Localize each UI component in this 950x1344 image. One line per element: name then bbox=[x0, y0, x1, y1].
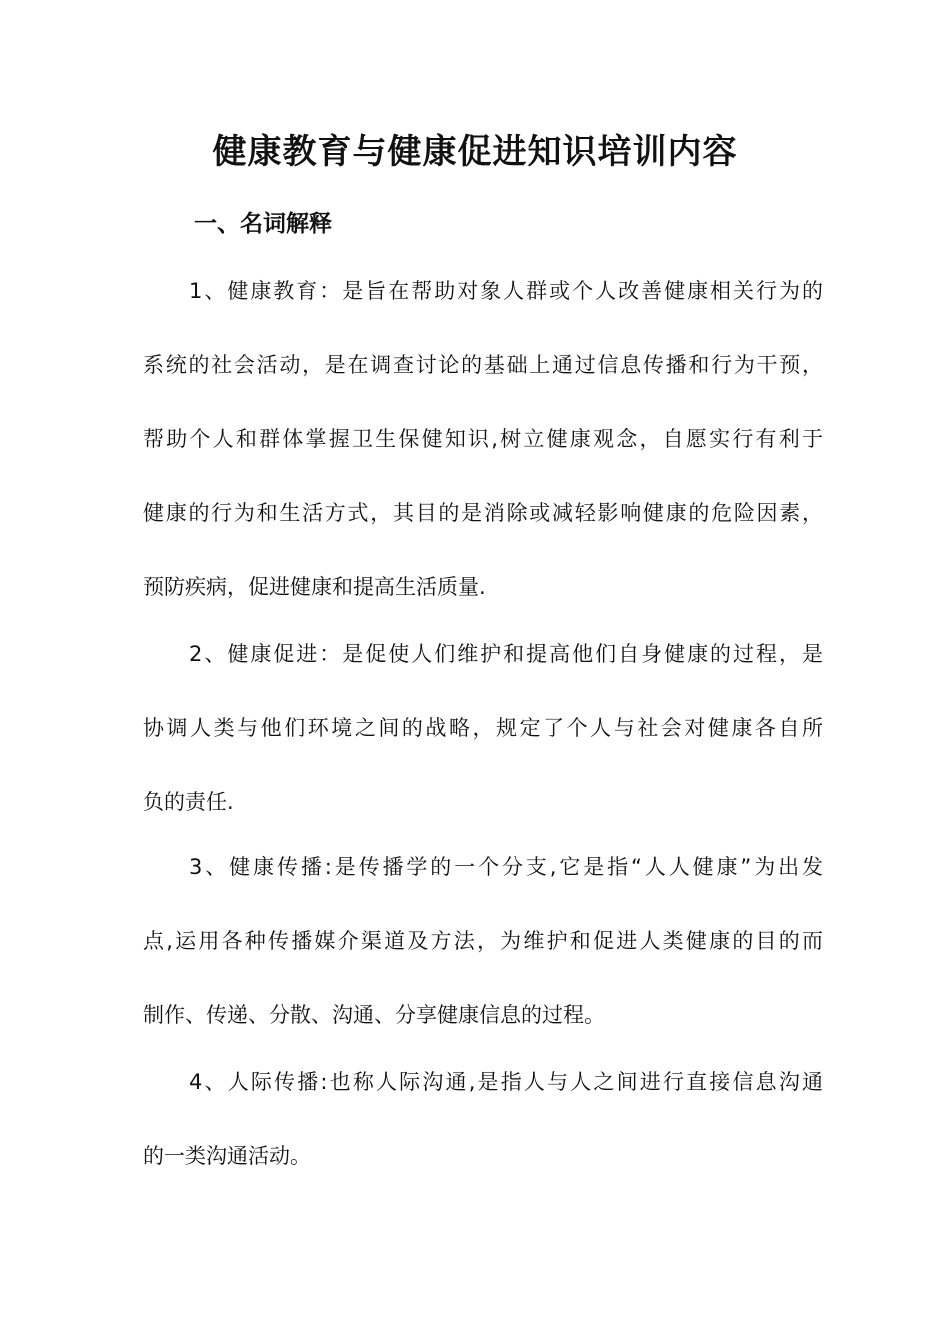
paragraph-2-line-3: 负的责任. bbox=[143, 790, 234, 814]
paragraph-1-line-4: 健康的行为和生活方式，其目的是消除或减轻影响健康的危险因素， bbox=[143, 501, 823, 525]
paragraph-2-line-1: 2、健康促进：是促使人们维护和提高他们自身健康的过程，是 bbox=[189, 642, 823, 666]
paragraph-4-line-2: 的一类沟通活动。 bbox=[143, 1144, 311, 1168]
document-title: 健康教育与健康促进知识培训内容 bbox=[212, 132, 738, 172]
section-heading: 一、名词解释 bbox=[194, 211, 332, 237]
paragraph-4-line-1: 4、人际传播:也称人际沟通,是指人与人之间进行直接信息沟通 bbox=[189, 1070, 823, 1094]
paragraph-3-line-2: 点,运用各种传播媒介渠道及方法，为维护和促进人类健康的目的而 bbox=[143, 929, 823, 953]
paragraph-1-line-2: 系统的社会活动，是在调查讨论的基础上通过信息传播和行为干预， bbox=[143, 353, 823, 377]
paragraph-2-line-2: 协调人类与他们环境之间的战略，规定了个人与社会对健康各自所 bbox=[143, 716, 823, 740]
paragraph-1-line-3: 帮助个人和群体掌握卫生保健知识,树立健康观念，自愿实行有利于 bbox=[143, 427, 823, 451]
paragraph-1-line-5: 预防疾病，促进健康和提高生活质量. bbox=[143, 575, 486, 599]
paragraph-3-line-1: 3、健康传播:是传播学的一个分支,它是指“人人健康”为出发 bbox=[189, 855, 823, 879]
paragraph-1-line-1: 1、健康教育：是旨在帮助对象人群或个人改善健康相关行为的 bbox=[189, 279, 823, 303]
paragraph-3-line-3: 制作、传递、分散、沟通、分享健康信息的过程。 bbox=[143, 1003, 605, 1027]
